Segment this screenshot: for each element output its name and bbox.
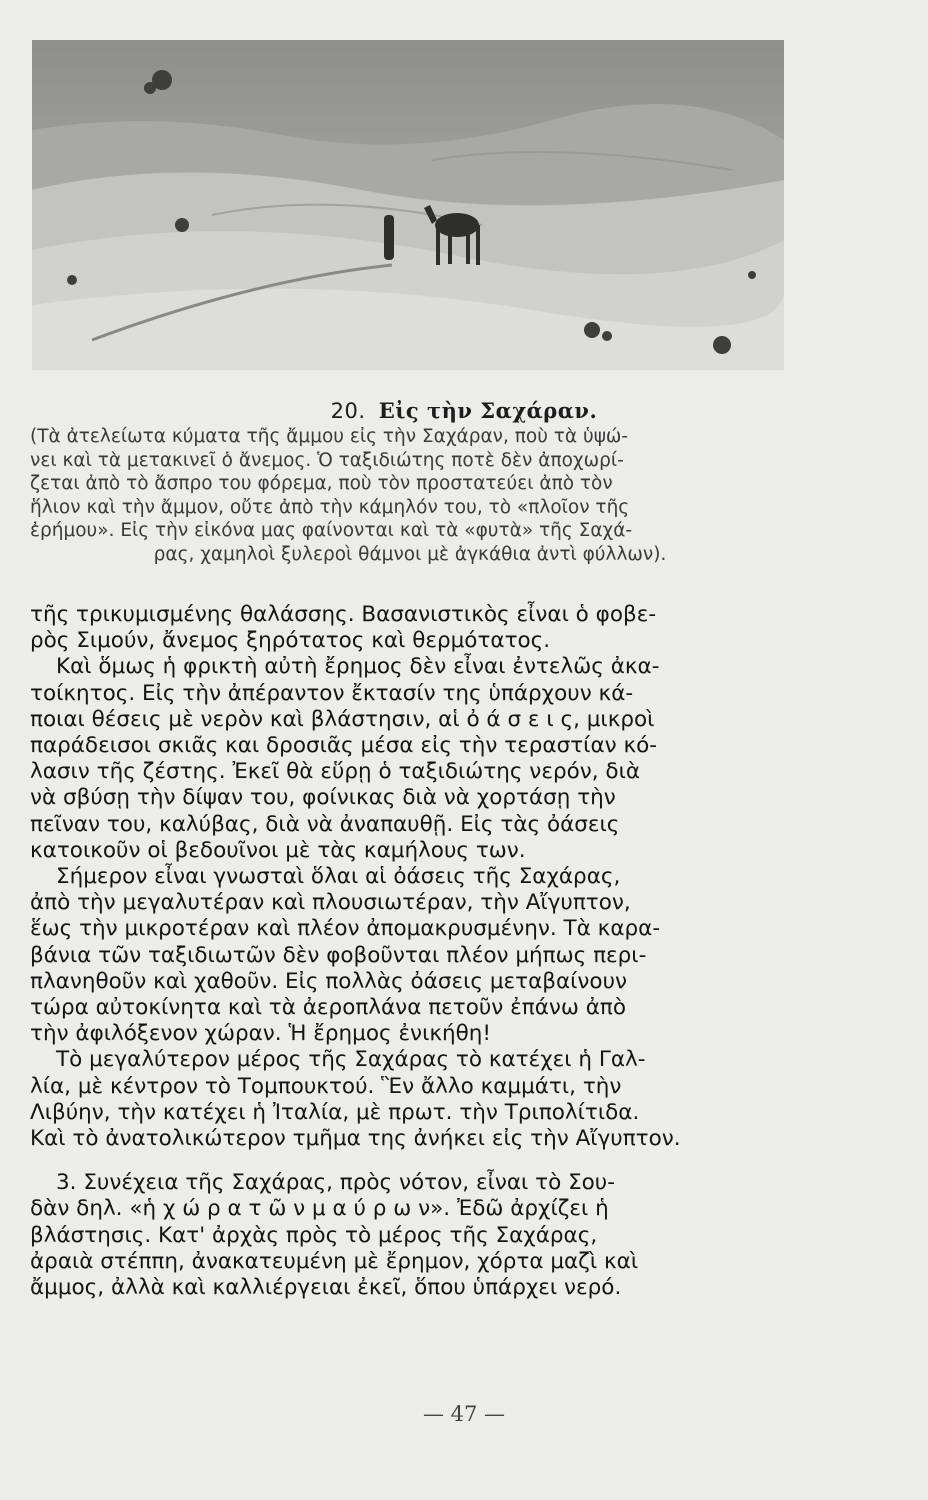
text-line: ρὸς Σιμούν, ἄνεμος ξηρότατος καὶ θερμότατος. (30, 628, 551, 654)
text-line: ἀπὸ τὴν μεγαλυτέραν καὶ πλουσιωτέραν, τὴν Αἴγυπτον, (30, 890, 631, 916)
text-line: ἄμμος, ἀλλὰ καὶ καλλιέργειαι ἐκεῖ, ὅπου ὑπάρχει νερό. (30, 1275, 622, 1301)
caption-line: ζεται ἀπὸ τὸ ἄσπρο του φόρεμα, ποὺ τὸν προστατεύει ἀπὸ τὸν (30, 473, 613, 494)
text-line: Λιβύην, τὴν κατέχει ἡ Ἰταλία, μὲ πρωτ. τὴν Τριπολίτιδα. (30, 1099, 640, 1125)
text-line: ποιαι θέσεις μὲ νερὸν καὶ βλάστησιν, αἱ ὀ ά σ ε ι ς, μικροὶ (30, 706, 655, 732)
caption-text (30, 425, 790, 566)
text-line: πλανηθοῦν καὶ χαθοῦν. Εἰς πολλὰς ὀάσεις μεταβαίνουν (30, 968, 628, 994)
text-line: λασιν τῆς ζέστης. Ἐκεῖ θὰ εὕρῃ ὁ ταξιδιώτης νερόν, διὰ (30, 759, 641, 785)
text-line: δὰν δηλ. «ἡ χ ώ ρ α τ ῶ ν μ α ύ ρ ω ν». Ἐδῶ ἀρχίζει ἡ (30, 1196, 609, 1222)
text-line: κατοικοῦν οἱ βεδουῖνοι μὲ τὰς καμήλους των. (30, 837, 526, 863)
body-text (30, 602, 782, 1301)
text-line: ἕως τὴν μικροτέραν καὶ πλέον ἀπομακρυσμένην. Τὰ καρα- (30, 916, 661, 942)
caption-title (0, 398, 928, 423)
text-line: Τὸ μεγαλύτερον μέρος τῆς Σαχάρας τὸ κατέχει ἡ Γαλ- (56, 1047, 646, 1073)
text-line: βλάστησις. Κατ' ἀρχὰς πρὸς τὸ μέρος τῆς Σαχάρας, (30, 1222, 598, 1248)
text-line: Καὶ ὅμως ἡ φρικτὴ αὐτὴ ἔρημος δὲν εἶναι ἐντελῶς ἀκα- (56, 654, 660, 680)
text-line: Σήμερον εἶναι γνωσταὶ ὅλαι αἱ ὀάσεις τῆς Σαχάρας, (56, 864, 621, 890)
caption-line: ἥλιον καὶ τὴν ἄμμον, οὔτε ἀπὸ τὴν κάμηλόν του, τὸ «πλοῖον τῆς (30, 496, 630, 518)
page-number: — 47 — (422, 1402, 506, 1426)
caption-line: ρας, χαμηλοὶ ξυλεροὶ θάμνοι μὲ ἀγκάθια ἀντὶ φύλλων). (153, 543, 667, 565)
caption-line: ἐρήμου». Εἰς τὴν εἰκόνα μας φαίνονται καὶ τὰ «φυτὰ» τῆς Σαχά- (30, 520, 633, 541)
text-line: τὴν ἀφιλόξενον χώραν. Ἡ ἔρημος ἐνικήθη! (30, 1021, 492, 1047)
text-line: τῆς τρικυμισμένης θαλάσσης. Βασανιστικὸς εἶναι ὁ φοβε- (30, 602, 657, 627)
text-line: τοίκητος. Εἰς τὴν ἀπέραντον ἔκτασίν της ὑπάρχουν κά- (30, 680, 634, 706)
caption-line: (Τὰ ἀτελείωτα κύματα τῆς ἄμμου εἰς τὴν Σαχάραν, ποὺ τὰ ὑψώ- (30, 426, 629, 447)
text-line: παράδεισοι σκιᾶς και δροσιᾶς μέσα εἰς τὴν τεραστίαν κό- (30, 733, 658, 759)
text-line: Καὶ τὸ ἀνατολικώτερον τμῆμα της ἀνήκει εἰς τὴν Αἴγυπτον. (30, 1126, 681, 1152)
caption-line: νει καὶ τὰ μετακινεῖ ὁ ἄνεμος. Ὁ ταξιδιώτης ποτὲ δὲν ἀποχωρί- (30, 449, 624, 471)
text-line: τώρα αὐτοκίνητα καὶ τὰ ἀεροπλάνα πετοῦν ἐπάνω ἀπὸ (30, 995, 627, 1021)
caption-number: 20. (330, 399, 366, 423)
text-line: 3. Συνέχεια τῆς Σαχάρας, πρὸς νότον, εἶναι τὸ Σου- (56, 1170, 615, 1196)
text-line: λία, μὲ κέντρον τὸ Τομπουκτού. Ἓν ἄλλο καμμάτι, τὴν (30, 1073, 622, 1099)
text-line: ἀραιὰ στέππη, ἀνακατευμένη μὲ ἔρημον, χόρτα μαζὶ καὶ (30, 1248, 639, 1274)
desert-photo (32, 40, 784, 370)
text-line: πεῖναν του, καλύβας, διὰ νὰ ἀναπαυθῇ. Εἰς τὰς ὀάσεις (30, 811, 620, 837)
text-line: βάνια τῶν ταξιδιωτῶν δὲν φοβοῦνται πλέον μήπως περι- (30, 942, 647, 968)
desert-dunes-camel-photo (32, 40, 784, 370)
caption-heading: Εἰς τὴν Σαχάραν. (378, 398, 598, 423)
text-line: νὰ σβύσῃ τὴν δίψαν του, φοίνικας διὰ νὰ χορτάσῃ τὴν (30, 785, 616, 811)
